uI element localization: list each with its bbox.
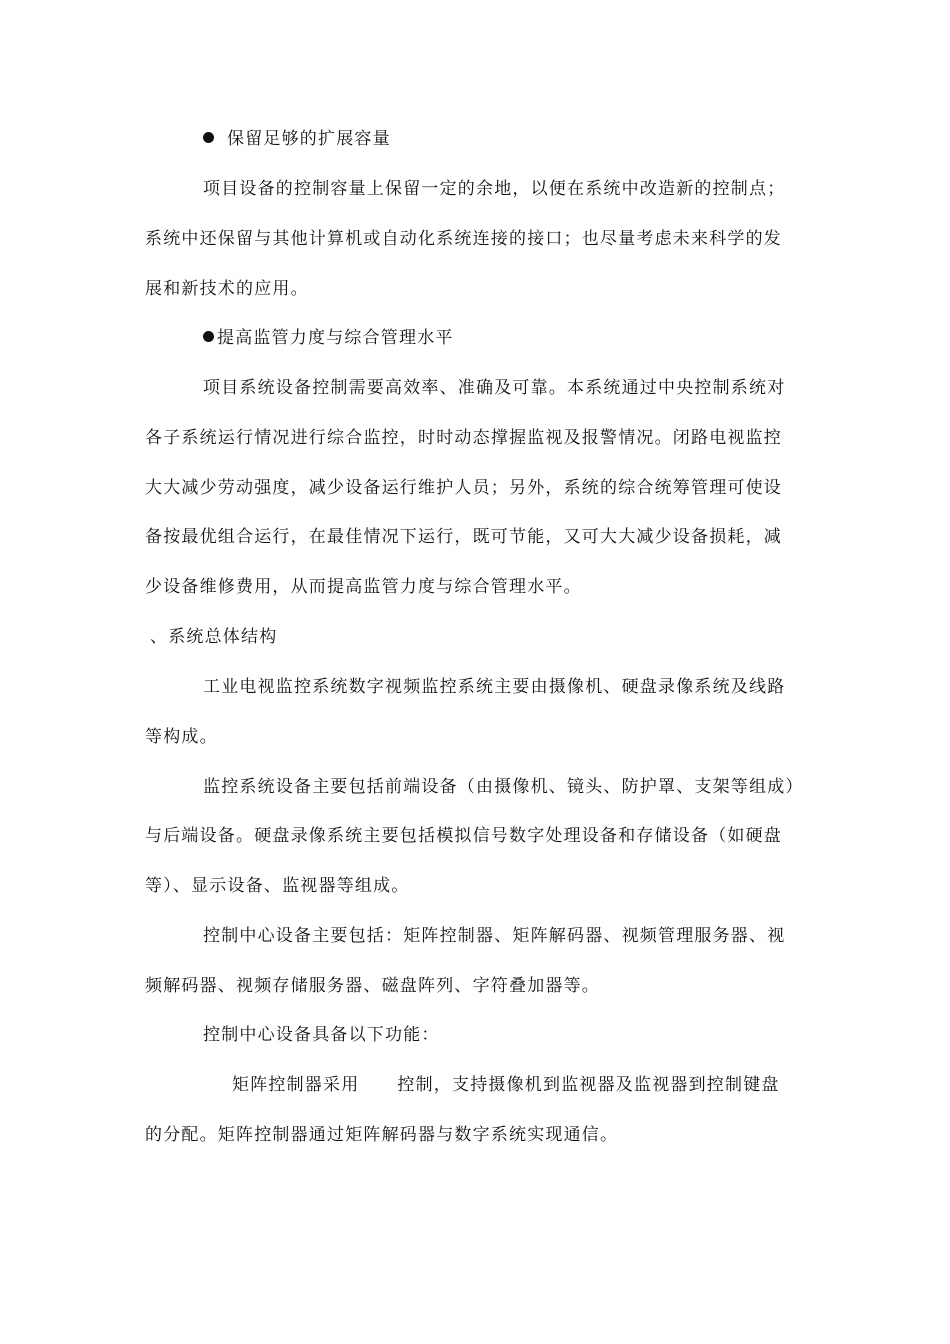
bullet-heading-text: 保留足够的扩展容量: [227, 129, 391, 149]
paragraph-line: 工业电视监控系统数字视频监控系统主要由摄像机、硬盘录像系统及线路: [203, 677, 786, 697]
paragraph-line: 各子系统运行情况进行综合监控，时时动态撑握监视及报警情况。闭路电视监控: [145, 428, 782, 448]
paragraph-line: 系统中还保留与其他计算机或自动化系统连接的接口；也尽量考虑未来科学的发: [145, 229, 782, 249]
bullet-icon: [203, 132, 214, 143]
paragraph-line: 备按最优组合运行，在最佳情况下运行，既可节能，又可大大减少设备损耗，减: [145, 527, 782, 547]
paragraph-line: 项目系统设备控制需要高效率、准确及可靠。本系统通过中央控制系统对: [203, 378, 786, 398]
paragraph-text-part: 控制，支持摄像机到监视器及监视器到控制键盘: [397, 1075, 780, 1095]
paragraph-line: 频解码器、视频存储服务器、磁盘阵列、字符叠加器等。: [145, 976, 600, 996]
bullet-heading-text: 提高监管力度与综合管理水平: [217, 328, 454, 348]
bullet-heading-management: [203, 327, 454, 349]
section-heading: 、系统总体结构: [150, 627, 278, 647]
paragraph-line: [232, 1074, 780, 1096]
paragraph-line: 项目设备的控制容量上保留一定的余地，以便在系统中改造新的控制点；: [203, 179, 786, 199]
paragraph-line: 控制中心设备主要包括：矩阵控制器、矩阵解码器、视频管理服务器、视: [203, 926, 786, 946]
paragraph-line: 的分配。矩阵控制器通过矩阵解码器与数字系统实现通信。: [145, 1125, 619, 1145]
paragraph-line: 与后端设备。硬盘录像系统主要包括模拟信号数字处理设备和存储设备（如硬盘: [145, 826, 782, 846]
paragraph-line: 少设备维修费用，从而提高监管力度与综合管理水平。: [145, 577, 582, 597]
bullet-icon: [203, 331, 214, 342]
paragraph-text-part: 矩阵控制器采用: [232, 1075, 360, 1095]
paragraph-line: 监控系统设备主要包括前端设备（由摄像机、镜头、防护罩、支架等组成）: [203, 777, 804, 797]
paragraph-line: 控制中心设备具备以下功能：: [203, 1025, 440, 1045]
paragraph-line: 等构成。: [145, 727, 218, 747]
paragraph-line: 等）、显示设备、监视器等组成。: [145, 876, 410, 896]
bullet-heading-expansion: [203, 128, 391, 150]
paragraph-line: 展和新技术的应用。: [145, 279, 309, 299]
paragraph-line: 大大减少劳动强度，减少设备运行维护人员；另外，系统的综合统筹管理可使设: [145, 478, 782, 498]
